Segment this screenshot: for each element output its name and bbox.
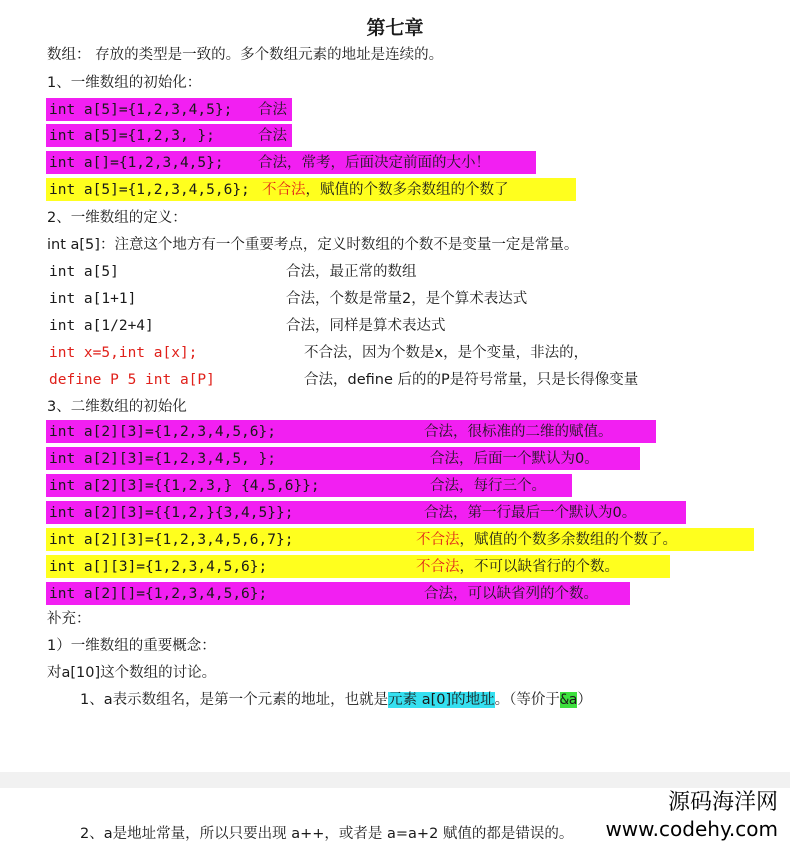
s1-code: int a[]={1,2,3,4,5};: [49, 155, 224, 171]
s2-note: 合法，define 后的的P是符号常量，只是长得像变量: [304, 372, 639, 388]
s3-note: 合法，可以缺省列的个数。: [424, 586, 598, 602]
s3-code: int a[2][3]={1,2,3,4,5,6,7};: [49, 532, 294, 548]
s1-note: ，赋值的个数多余数组的个数了: [305, 182, 509, 198]
s2-note: 合法，最正常的数组: [286, 264, 417, 280]
s2-code: int a[5]: [49, 264, 119, 280]
point-1-highlight: 元素 a[0]的地址: [388, 692, 495, 708]
watermark-name: 源码海洋网: [667, 790, 778, 815]
s2-note: 不合法，因为个数是x，是个变量，非法的，: [304, 345, 589, 361]
s3-note: 合法，第一行最后一个默认为0。: [424, 505, 637, 521]
s1-note: 合法，常考，后面决定前面的大小！: [258, 155, 490, 171]
s3-code: int a[2][]={1,2,3,4,5,6};: [49, 586, 268, 602]
supplement-heading: 补充：: [47, 611, 91, 627]
section2-intro: int a[5]：注意这个地方有一个重要考点，定义时数组的个数不是变量一定是常量。: [47, 237, 579, 253]
s3-code: int a[2][3]={1,2,3,4,5, };: [49, 451, 276, 467]
illegal-label: 不合法: [416, 559, 460, 575]
point-1-text: ）: [577, 692, 592, 708]
section2-heading: 2、一维数组的定义：: [47, 210, 187, 226]
s3-code: int a[2][3]={{1,2,}{3,4,5}};: [49, 505, 294, 521]
s2-code: define P 5 int a[P]: [49, 372, 215, 388]
s3-note-line: [416, 530, 677, 550]
watermark-url: www.codehy.com: [605, 817, 778, 841]
s1-code: int a[5]={1,2,3,4,5};: [49, 102, 233, 118]
supplement-subheading: 1）一维数组的重要概念：: [47, 638, 216, 654]
s1-note: 合法: [258, 128, 287, 144]
s3-code: int a[2][3]={{1,2,3,} {4,5,6}};: [49, 478, 320, 494]
s1-note: 合法: [258, 102, 287, 118]
point-1-text: 1、a表示数组名，是第一个元素的地址，也就是: [80, 692, 389, 708]
s3-code: int a[2][3]={1,2,3,4,5,6};: [49, 424, 276, 440]
s2-note: 合法，同样是算术表达式: [286, 318, 446, 334]
s1-note-line: [262, 180, 509, 200]
s3-note-line: [416, 557, 619, 577]
s1-code: int a[5]={1,2,3,4,5,6};: [49, 182, 250, 198]
s3-note: ，不可以缺省行的个数。: [459, 559, 619, 575]
s2-code: int x=5,int a[x];: [49, 345, 198, 361]
section1-heading: 1、一维数组的初始化：: [47, 75, 202, 91]
s3-note: ，赋值的个数多余数组的个数了。: [459, 532, 677, 548]
chapter-title: 第七章: [366, 17, 424, 39]
page-gap: [0, 772, 790, 788]
illegal-label: 不合法: [416, 532, 460, 548]
s1-code: int a[5]={1,2,3, };: [49, 128, 215, 144]
section3-heading: 3、二维数组的初始化: [47, 399, 187, 415]
point-1-text: 。（等价于: [494, 692, 560, 708]
s3-note: 合法，后面一个默认为0。: [430, 451, 599, 467]
s2-note: 合法，个数是常量2，是个算术表达式: [286, 291, 528, 307]
s3-note: 合法，每行三个。: [430, 478, 546, 494]
s3-note: 合法，很标准的二维的赋值。: [424, 424, 613, 440]
point-1: [80, 690, 592, 710]
illegal-label: 不合法: [262, 182, 306, 198]
s2-code: int a[1/2+4]: [49, 318, 154, 334]
intro-text: 数组： 存放的类型是一致的。多个数组元素的地址是连续的。: [47, 47, 444, 63]
point-2: 2、a是地址常量，所以只要出现 a++，或者是 a=a+2 赋值的都是错误的。: [80, 826, 574, 842]
s2-code: int a[1+1]: [49, 291, 137, 307]
s3-code: int a[][3]={1,2,3,4,5,6};: [49, 559, 268, 575]
supplement-line: 对a[10]这个数组的讨论。: [47, 665, 217, 681]
point-1-code: &a: [559, 692, 578, 708]
